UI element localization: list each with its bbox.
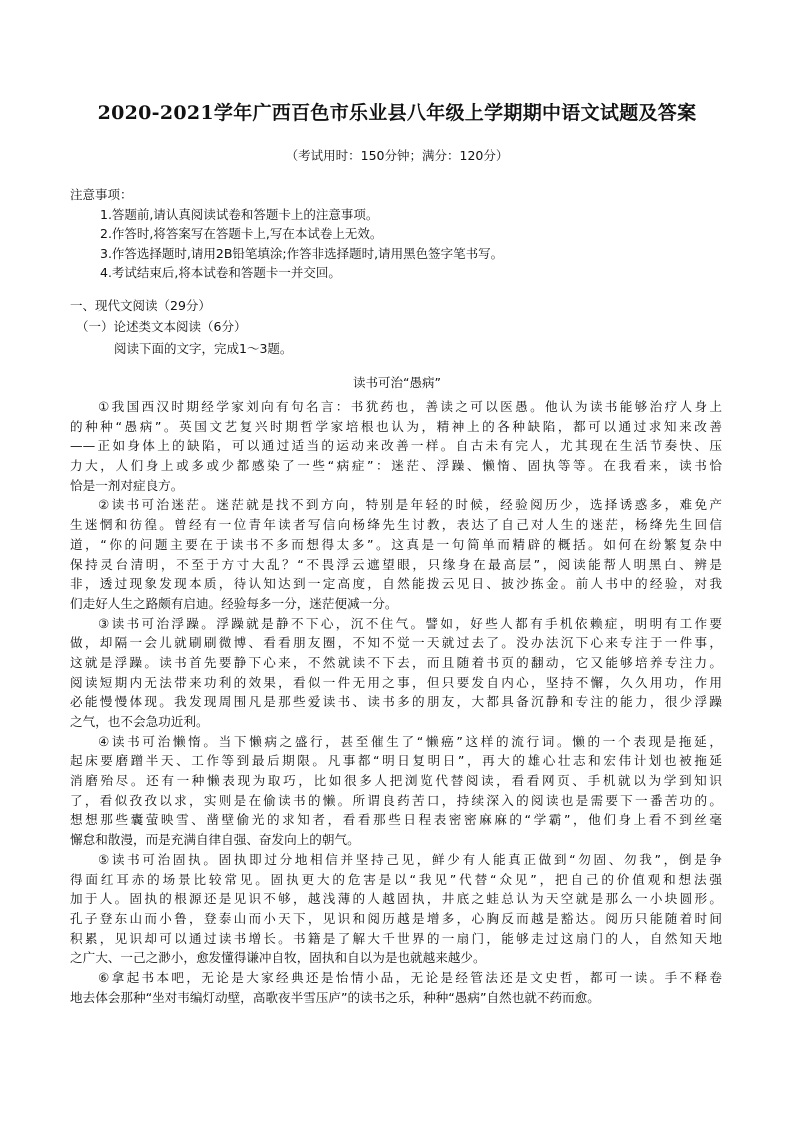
article-line: 起床要磨蹭半天、工作等到最后期限。凡事都“明日复明日”，再大的雄心壮志和宏伟计划也被拖延 — [70, 753, 722, 769]
article-body — [70, 397, 722, 1007]
notice-item: 2.作答时,将答案写在答题卡上,写在本试卷上无效。 — [100, 226, 383, 241]
notice-item: 4.考试结束后,将本试卷和答题卡一并交回。 — [100, 265, 341, 280]
article-line: 们走好人生之路颇有启迪。经验每多一分，迷茫便减一分。 — [70, 595, 398, 611]
article-line: ②读书可治迷茫。迷茫就是找不到方向，特别是年轻的时候，经验阅历少，选择诱惑多，难免产 — [98, 497, 722, 513]
article-line: ——正如身体上的缺陷，可以通过适当的运动来改善一样。自古未有完人，尤其现在生活节奏快、压 — [70, 438, 722, 454]
article-line: ⑤读书可治固执。固执即过分地相信并坚持己见，鲜少有人能真正做到“勿固、勿我”，倒是争 — [98, 851, 722, 867]
article-line: 了，看似孜孜以求，实则是在偷读书的懒。所谓良药苦口，持续深入的阅读也是需要下一番苦功的。 — [70, 792, 722, 808]
article-line: 想想那些囊萤映雪、凿壁偷光的求知者，看看那些日程表密密麻麻的“学霸”，他们身上看不到丝毫 — [70, 812, 722, 828]
article-line: ①我国西汉时期经学家刘向有句名言：书犹药也，善读之可以医愚。他认为读书能够治疗人身上 — [98, 399, 722, 414]
article-line: ③读书可治浮躁。浮躁就是静不下心，沉不住气。譬如，好些人都有手机依赖症，明明有工作要 — [98, 615, 722, 631]
article-line: 阅读短期内无法带来功利的效果，看似一件无用之事，但只要发自内心，坚持不懈，久久用功，作用 — [70, 674, 722, 690]
article-line: 力大，人们身上或多或少都感染了一些“病症”：迷茫、浮躁、懒惰、固执等等。在我看来，读书恰 — [70, 458, 722, 474]
document-title: 2020-2021学年广西百色市乐业县八年级上学期期中语文试题及答案 — [97, 102, 697, 124]
article-line: ⑥拿起书本吧，无论是大家经典还是怡情小品，无论是经管法还是文史哲，都可一读。手不释卷 — [98, 969, 722, 985]
article-line: 消磨殆尽。还有一种懒表现为取巧，比如很多人把浏览代替阅读，看看网页、手机就以为学到知识 — [70, 773, 722, 789]
subsection-heading: （一）论述类文本阅读（6分） — [76, 319, 247, 334]
article-line: 的种种“愚病”。英国文艺复兴时期哲学家培根也认为，精神上的各种缺陷，都可以通过求知来改善 — [70, 418, 722, 434]
article-line: 这就是浮躁。读书首先要静下心来，不然就读不下去，而且随着书页的翻动，它又能够培养专注力。 — [70, 654, 722, 670]
article-line: 得面红耳赤的场景比较常见。固执更大的危害是以“我见”代替“众见”，把自己的价值观和想法强 — [70, 871, 722, 887]
article-line: 保持灵台清明，不至于方寸大乱？“不畏浮云遮望眼，只缘身在最高层”，阅读能帮人明黑白、辨是 — [70, 556, 722, 572]
notice-item: 3.作答选择题时,请用2B铅笔填涂;作答非选择题时,请用黑色签字笔书写。 — [100, 245, 504, 261]
exam-info: （考试用时：150分钟；满分：120分） — [285, 148, 509, 163]
notice-block — [70, 185, 730, 283]
article-line: 生迷惘和彷徨。曾经有一位青年读者写信向杨绛先生讨教，表达了自己对人生的迷茫，杨绛先生回信 — [70, 517, 722, 533]
article-line: 地去体会那种“坐对韦编灯动壁，高歌夜半雪压庐”的读书之乐，种种“愚病”自然也就不药而愈。 — [70, 989, 600, 1005]
article-line: 做，却隔一会儿就刷刷微博、看看朋友圈，不知不觉一天就过去了。没办法沉下心来专注于一件事， — [70, 635, 722, 651]
article-line: 加于人。固执的根源还是见识不够，越浅薄的人越固执，井底之蛙总认为天空就是那么一小块圆形。 — [70, 891, 722, 907]
article-line: 道，“你的问题主要在于读书不多而想得太多”。这真是一句简单而精辟的概括。如何在纷繁复杂中 — [70, 536, 722, 552]
article-line: 懈怠和散漫，而是充满自律自强、奋发向上的朝气。 — [70, 832, 360, 848]
reading-instruction: 阅读下面的文字，完成1～3题。 — [114, 341, 293, 356]
article-line: 非，透过现象发现本质，待认知达到一定高度，自然能拨云见日、披沙拣金。前人书中的经验，对我 — [70, 576, 722, 592]
article-line: ④读书可治懒惰。当下懒病之盛行，甚至催生了“懒癌”这样的流行词。懒的一个表现是拖延， — [98, 733, 722, 749]
article-line: 必能慢慢体现。我发现周围凡是那些爱读书、读书多的朋友，大都具备沉静和专注的能力，很少浮躁 — [70, 694, 722, 710]
article-line: 积累，见识却可以通过读书增长。书籍是了解大千世界的一扇门，能够走过这扇门的人，自然知天地 — [70, 930, 722, 946]
notice-heading: 注意事项： — [70, 187, 133, 202]
article-line: 恰是一剂对症良方。 — [70, 477, 184, 493]
section-heading: 一、现代文阅读（29分） — [70, 298, 211, 313]
article-line: 之气，也不会急功近利。 — [70, 714, 209, 729]
notice-item: 1.答题前,请认真阅读试卷和答题卡上的注意事项。 — [100, 206, 379, 222]
article-line: 孔子登东山而小鲁，登泰山而小天下，见识和阅历越是增多，心胸反而越是豁达。阅历只能随着时间 — [70, 910, 722, 926]
article-line: 之广大、一己之渺小，愈发懂得谦冲自牧，固执和自以为是也就越来越少。 — [70, 950, 486, 966]
article-title: 读书可治“愚病” — [353, 375, 441, 390]
